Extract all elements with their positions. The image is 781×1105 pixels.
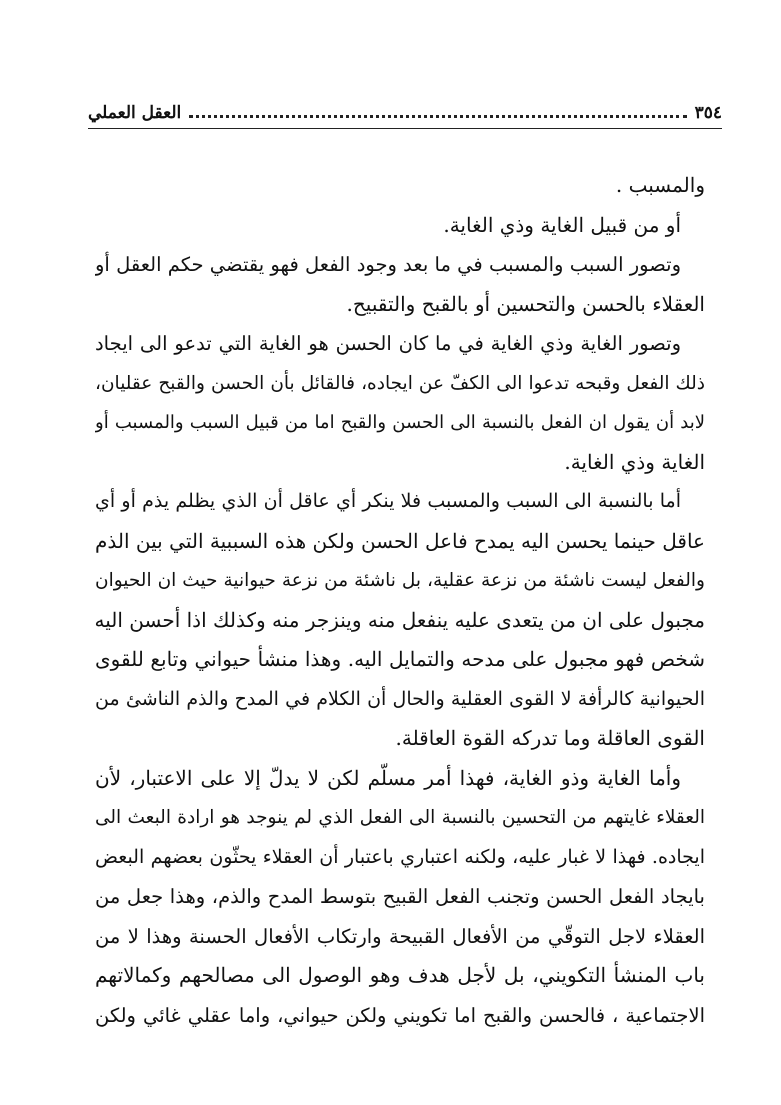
text-line: الغاية وذي الغاية. bbox=[564, 449, 705, 474]
text-line: العقلاء غايتهم من التحسين بالنسبة الى الفعل الذي لم ينوجد هو ارادة البعث الى bbox=[95, 807, 705, 828]
text-line: العقلاء بالحسن والتحسين أو بالقبح والتقبيح. bbox=[346, 291, 705, 316]
text-line: القوى العاقلة وما تدركه القوة العاقلة. bbox=[395, 726, 705, 750]
text-line: مجبول على ان من يتعدى عليه ينفعل منه وينزجر منه وكذلك اذا أحسن اليه bbox=[95, 607, 705, 632]
text-line: وأما الغاية وذو الغاية، فهذا أمر مسلّم لكن لا يدلّ إلا على الاعتبار، لأن bbox=[95, 765, 681, 790]
text-line: لابد أن يقول ان الفعل بالنسبة الى الحسن والقبح اما من قبيل السبب والمسبب أو bbox=[95, 412, 705, 433]
text-line: عاقل حينما يحسن اليه يمدح فاعل الحسن ولكن هذه السببية التي بين الذم bbox=[95, 528, 705, 553]
text-line: شخص فهو مجبول على مدحه والتمايل اليه. وهذا منشأ حيواني وتابع للقوى bbox=[95, 647, 705, 671]
text-line: باب المنشأ التكويني، بل لأجل هدف وهو الوصول الى مصالحهم وكمالاتهم bbox=[95, 963, 705, 987]
text-line: والمسبب . bbox=[615, 173, 705, 197]
text-line: بايجاد الفعل الحسن وتجنب الفعل القبيح بتوسط المدح والذم، وهذا جعل من bbox=[95, 885, 705, 908]
header-dot-leader bbox=[189, 115, 686, 118]
text-line: الاجتماعية ، فالحسن والقبح اما تكويني ولكن حيواني، واما عقلي غائي ولكن bbox=[95, 1003, 705, 1027]
text-line: والفعل ليست ناشئة من نزعة عقلية، بل ناشئة من نزعة حيوانية حيث ان الحيوان bbox=[95, 570, 705, 591]
running-header bbox=[88, 100, 722, 126]
text-line: أو من قبيل الغاية وذي الغاية. bbox=[443, 212, 681, 237]
text-line: ايجاده. فهذا لا غبار عليه، ولكنه اعتباري باعتبار أن العقلاء يحثّون بعضهم البعض bbox=[95, 845, 705, 868]
text-line: وتصور الغاية وذي الغاية في ما كان الحسن هو الغاية التي تدعو الى ايجاد bbox=[95, 332, 681, 355]
running-title: العقل العملي bbox=[88, 103, 182, 123]
body-text bbox=[95, 166, 705, 1035]
text-line: الحيوانية كالرأفة لا القوى العقلية والحال أن الكلام في المدح والذم الناشئ من bbox=[95, 687, 705, 710]
text-line: أما بالنسبة الى السبب والمسبب فلا ينكر أي عاقل أن الذي يظلم يذم أو أي bbox=[95, 490, 681, 512]
text-line: ذلك الفعل وقبحه تدعوا الى الكفّ عن ايجاده، فالقائل بأن الحسن والقبح عقليان، bbox=[95, 372, 705, 394]
page-number: ٣٥٤ bbox=[694, 103, 722, 123]
text-line: وتصور السبب والمسبب في ما بعد وجود الفعل فهو يقتضي حكم العقل أو bbox=[95, 253, 681, 276]
header-rule bbox=[88, 128, 722, 129]
text-line: العقلاء لاجل التوقّي من الأفعال القبيحة وارتكاب الأفعال الحسنة وهذا لا من bbox=[95, 924, 705, 948]
